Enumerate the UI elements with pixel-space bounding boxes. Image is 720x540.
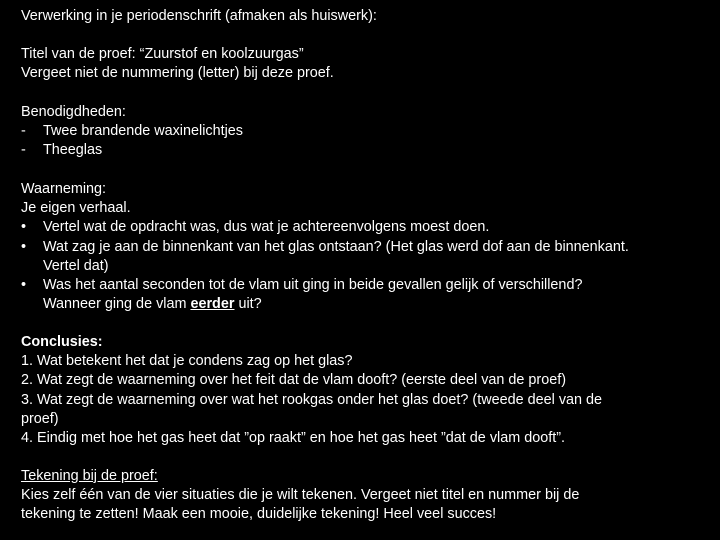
- list-item: [21, 238, 706, 276]
- list-item-text-part: uit?: [234, 296, 262, 313]
- title-block: [21, 45, 706, 83]
- list-item-text: [43, 295, 706, 314]
- tekening-text-line-2: tekening te zetten! Maak een mooie, duidelijke tekening! Heel veel succes!: [21, 506, 497, 523]
- conclusion-question-2: 2. Wat zegt de waarneming over het feit dat de vlam dooft? (eerste deel van de proef): [21, 372, 567, 389]
- list-item-text: Was het aantal seconden tot de vlam uit ging in beide gevallen gelijk of verschillend?: [43, 277, 583, 294]
- emphasis-word: eerder: [190, 296, 235, 313]
- conclusion-question-4: 4. Eindig met hoe het gas heet dat ”op raakt” en hoe het gas heet ”dat de vlam dooft”.: [21, 430, 565, 447]
- waarneming-section: [21, 180, 706, 314]
- conclusies-heading: Conclusies:: [21, 334, 103, 350]
- benodigdheden-heading: Benodigdheden:: [21, 104, 126, 120]
- list-item-text-part: Wanneer ging de vlam: [43, 296, 191, 313]
- list-item: [21, 122, 706, 141]
- tekening-heading: Tekening bij de proef:: [21, 468, 158, 484]
- dash-marker: -: [21, 123, 26, 140]
- dash-marker: -: [21, 142, 26, 159]
- waarneming-heading: Waarneming:: [21, 181, 107, 197]
- experiment-title: Titel van de proef: “Zuurstof en koolzuurgas”: [21, 46, 304, 62]
- numbering-reminder: Vergeet niet de nummering (letter) bij deze proef.: [21, 65, 334, 82]
- list-item-text: Twee brandende waxinelichtjes: [43, 123, 243, 140]
- list-item-text: Theeglas: [43, 142, 103, 159]
- list-item: [21, 218, 706, 237]
- tekening-section: [21, 467, 706, 525]
- conclusion-question-3-cont: proef): [21, 410, 59, 427]
- bullet-marker: •: [21, 238, 27, 255]
- list-item: [21, 141, 706, 160]
- bullet-marker: •: [21, 277, 27, 294]
- heading-block: [21, 7, 706, 26]
- conclusies-section: [21, 333, 706, 448]
- list-item: [21, 276, 706, 314]
- list-item-text: Vertel dat): [43, 257, 109, 274]
- conclusion-question-3: 3. Wat zegt de waarneming over wat het rookgas onder het glas doet? (tweede deel van de: [21, 391, 603, 408]
- tekening-text-line-1: Kies zelf één van de vier situaties die je wilt tekenen. Vergeet niet titel en nummer bij de: [21, 487, 580, 504]
- conclusion-question-1: 1. Wat betekent het dat je condens zag op het glas?: [21, 353, 353, 370]
- list-item-text: Wat zag je aan de binnenkant van het glas ontstaan? (Het glas werd dof aan de binnenkant.: [43, 238, 629, 255]
- waarneming-intro: Je eigen verhaal.: [21, 200, 131, 217]
- benodigdheden-section: [21, 103, 706, 161]
- bullet-marker: •: [21, 219, 27, 236]
- slide-heading: Verwerking in je periodenschrift (afmaken als huiswerk):: [21, 8, 377, 24]
- list-item-text: Vertel wat de opdracht was, dus wat je achtereenvolgens moest doen.: [43, 219, 490, 236]
